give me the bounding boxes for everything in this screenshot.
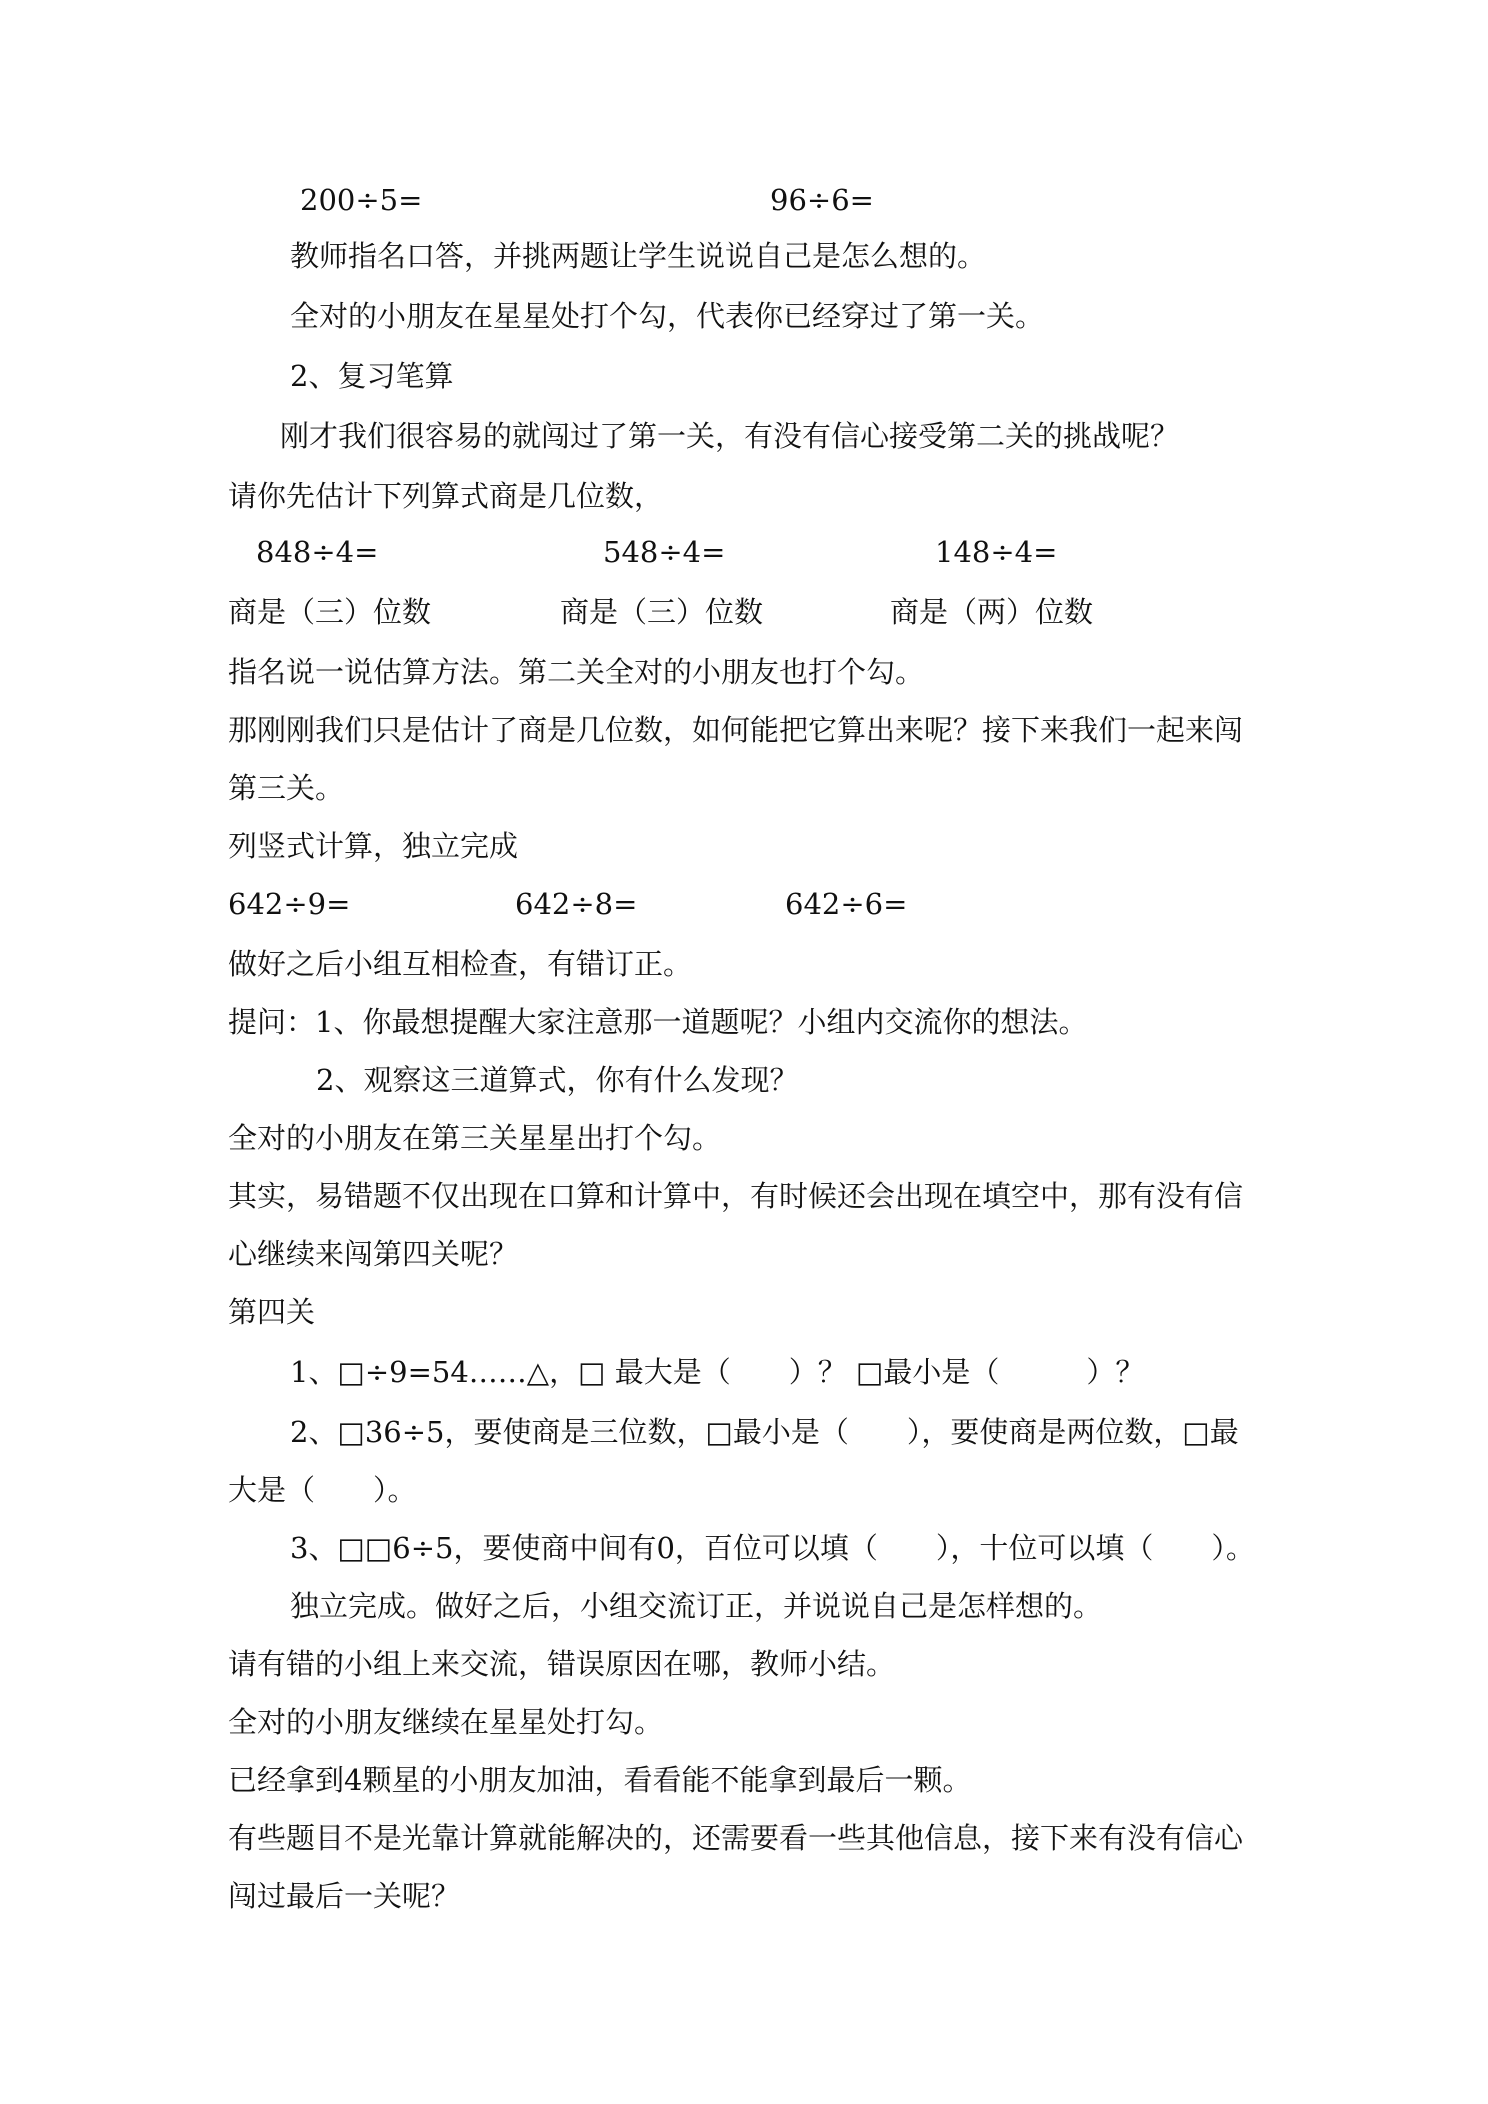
oral-problem-96-6: 96÷6= <box>770 183 874 217</box>
paragraph: 刚才我们很容易的就闯过了第一关，有没有信心接受第二关的挑战呢？ <box>280 419 1180 453</box>
section-heading: 2、复习笔算 <box>290 359 454 393</box>
fill-blank-question-1: 1、□÷9=54……△，□ 最大是（ ）？ □最小是（ ）？ <box>290 1355 1145 1389</box>
paragraph: 指名说一说估算方法。第二关全对的小朋友也打个勾。 <box>228 655 925 689</box>
paragraph: 2、观察这三道算式，你有什么发现？ <box>316 1063 799 1097</box>
paragraph: 已经拿到4颗星的小朋友加油，看看能不能拿到最后一颗。 <box>228 1763 972 1797</box>
quotient-digits-answer: 商是（三）位数 <box>560 595 764 629</box>
quotient-digits-answer: 商是（两）位数 <box>890 595 1094 629</box>
paragraph: 请你先估计下列算式商是几位数， <box>228 479 664 513</box>
paragraph: 请有错的小组上来交流，错误原因在哪，教师小结。 <box>228 1647 896 1681</box>
paragraph: 做好之后小组互相检查，有错订正。 <box>228 947 693 981</box>
paragraph: 第三关。 <box>228 771 345 805</box>
estimate-problem-848-4: 848÷4= <box>256 535 379 569</box>
paragraph: 独立完成。做好之后，小组交流订正，并说说自己是怎样想的。 <box>290 1589 1103 1623</box>
paragraph: 全对的小朋友在第三关星星出打个勾。 <box>228 1121 722 1155</box>
paragraph: 全对的小朋友继续在星星处打勾。 <box>228 1705 664 1739</box>
estimate-problem-148-4: 148÷4= <box>935 535 1058 569</box>
section-heading: 第四关 <box>228 1295 316 1329</box>
paragraph: 有些题目不是光靠计算就能解决的，还需要看一些其他信息，接下来有没有信心 <box>228 1821 1244 1855</box>
paragraph: 提问：1、你最想提醒大家注意那一道题呢？小组内交流你的想法。 <box>228 1005 1088 1039</box>
written-problem-642-8: 642÷8= <box>515 887 638 921</box>
oral-problem-200-5: 200÷5= <box>300 183 423 217</box>
paragraph: 教师指名口答，并挑两题让学生说说自己是怎么想的。 <box>290 239 987 273</box>
paragraph: 全对的小朋友在星星处打个勾，代表你已经穿过了第一关。 <box>290 299 1045 333</box>
paragraph: 那刚刚我们只是估计了商是几位数，如何能把它算出来呢？接下来我们一起来闯 <box>228 713 1244 747</box>
fill-blank-question-2: 2、□36÷5，要使商是三位数，□最小是（ ），要使商是两位数，□最 <box>290 1415 1239 1449</box>
fill-blank-question-2-cont: 大是（ ）。 <box>228 1473 417 1507</box>
paragraph: 心继续来闯第四关呢？ <box>228 1237 519 1271</box>
estimate-problem-548-4: 548÷4= <box>603 535 726 569</box>
written-problem-642-6: 642÷6= <box>785 887 908 921</box>
paragraph: 闯过最后一关呢？ <box>228 1879 461 1913</box>
paragraph: 列竖式计算，独立完成 <box>228 829 519 863</box>
written-problem-642-9: 642÷9= <box>228 887 351 921</box>
fill-blank-question-3: 3、□□6÷5，要使商中间有0，百位可以填（ ），十位可以填（ ）。 <box>290 1531 1255 1565</box>
paragraph: 其实，易错题不仅出现在口算和计算中，有时候还会出现在填空中，那有没有信 <box>228 1179 1244 1213</box>
quotient-digits-answer: 商是（三）位数 <box>228 595 432 629</box>
